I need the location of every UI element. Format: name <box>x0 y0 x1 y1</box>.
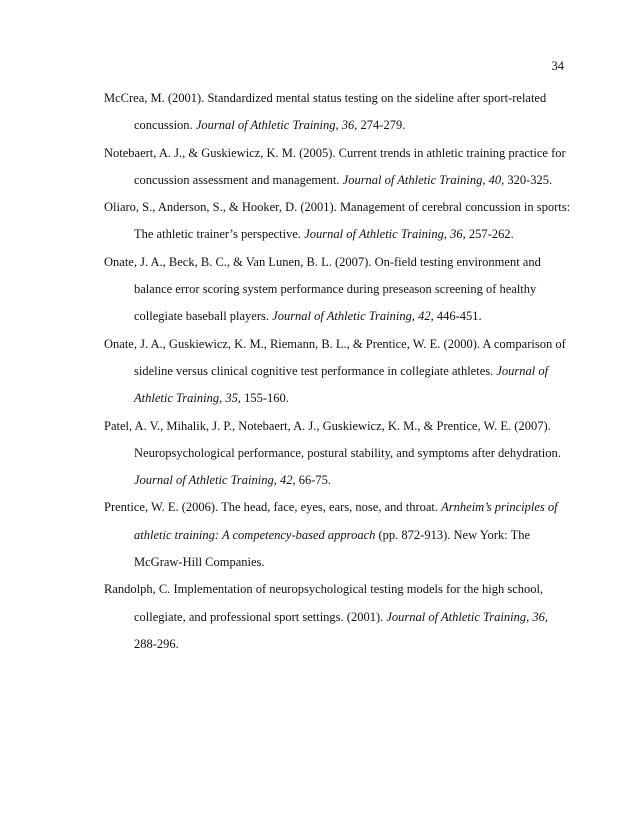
reference-pages: , 66-75. <box>292 473 332 488</box>
reference-pages: , 257-262. <box>462 227 514 242</box>
reference-pages: , 288-296. <box>134 609 548 651</box>
reference-entry <box>104 576 572 658</box>
reference-list <box>104 85 572 658</box>
reference-authors-title: Oliaro, S., Anderson, S., & Hooker, D. (2001). Management of cerebral concussion in sports: The athletic trainer’s perspective. <box>104 200 571 242</box>
reference-book-title: Arnheim’s principles of athletic training: A competency-based approach <box>134 500 558 542</box>
reference-entry <box>104 140 572 195</box>
reference-journal: Journal of Athletic Training, 42 <box>272 309 431 324</box>
reference-entry <box>104 249 572 331</box>
reference-entry <box>104 194 572 249</box>
reference-journal: Journal of Athletic Training, 36 <box>304 227 463 242</box>
page-number: 34 <box>551 59 564 73</box>
reference-entry <box>104 413 572 495</box>
reference-authors-title: Onate, J. A., Guskiewicz, K. M., Riemann, B. L., & Prentice, W. E. (2000). A comparison of sideline versus clinical cognitive test performance in collegiate athletes. <box>104 336 566 378</box>
reference-journal: Journal of Athletic Training, 36 <box>195 118 355 133</box>
reference-publisher: (pp. 872-913). New York: The McGraw-Hill Companies. <box>134 527 531 570</box>
reference-authors-title: Prentice, W. E. (2006). The head, face, eyes, ears, nose, and throat. <box>104 500 442 515</box>
reference-entry <box>104 331 572 413</box>
reference-pages: , 155-160. <box>237 391 289 406</box>
reference-journal: Journal of Athletic Training, 36 <box>386 609 545 624</box>
reference-pages: , 274-279. <box>354 118 406 133</box>
reference-journal: Journal of Athletic Training, 40 <box>342 172 502 187</box>
reference-pages: , 320-325. <box>501 172 553 187</box>
reference-pages: , 446-451. <box>430 309 482 324</box>
reference-entry <box>104 85 572 140</box>
reference-journal: Journal of Athletic Training, 42 <box>134 473 293 488</box>
reference-authors-title: Randolph, C. Implementation of neuropsychological testing models for the high school, collegiate, and professional sport settings. (2001). <box>104 582 544 624</box>
reference-authors-title: McCrea, M. (2001). Standardized mental status testing on the sideline after sport-related concussion. <box>104 91 547 133</box>
reference-authors-title: Notebaert, A. J., & Guskiewicz, K. M. (2005). Current trends in athletic training practice for concussion assessment and management. <box>104 145 566 187</box>
reference-entry <box>104 494 572 576</box>
reference-authors-title: Onate, J. A., Beck, B. C., & Van Lunen, B. L. (2007). On-field testing environment and balance error scoring system performance during preseason screening of healthy collegiate baseball players. <box>104 254 541 324</box>
reference-authors-title: Patel, A. V., Mihalik, J. P., Notebaert, A. J., Guskiewicz, K. M., & Prentice, W. E. (2007). Neuropsychological performance, postural stability, and symptoms after dehydration. <box>104 418 561 460</box>
reference-journal: Journal of Athletic Training, 35 <box>134 363 549 406</box>
